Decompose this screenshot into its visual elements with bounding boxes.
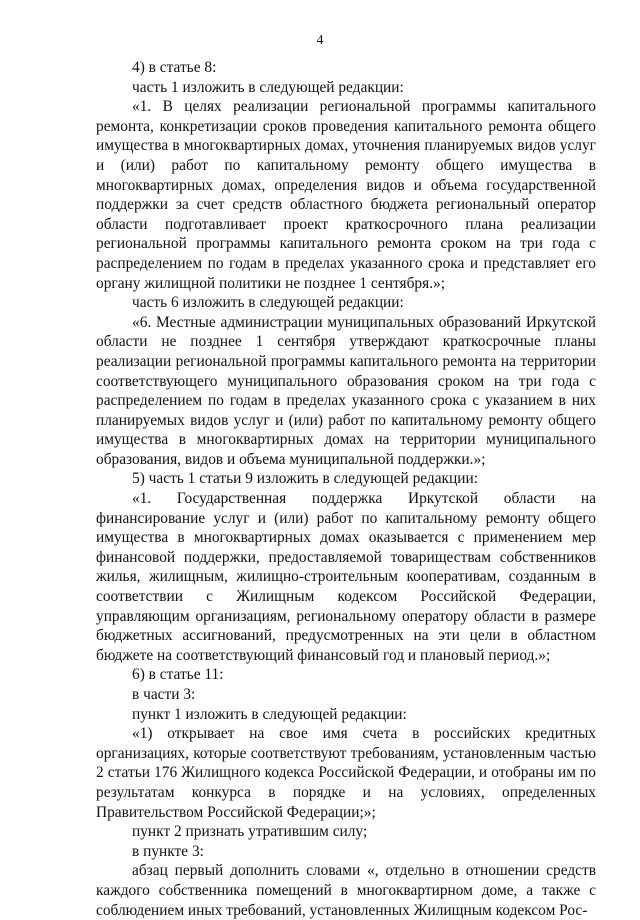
- paragraph-part-6-text: «6. Местные администрации муниципальных образований Иркутской области не позднее 1 сентября утверждают краткосрочные планы реализации региональной программы капитального ремонта на территории соответствующего муниципального образования сроком на три года с распределением по годам в пределах указанного срока с указанием в них планируемых видов услуг и (или) работ по капитальному ремонту общего имущества в многоквартирных домах на территории муниципального образования, видов и объема муниципальной поддержки.»;: [96, 313, 596, 468]
- paragraph-part-1-intro: часть 1 изложить в следующей редакции:: [132, 78, 404, 96]
- paragraph-item-1-intro: пункт 1 изложить в следующей редакции:: [132, 705, 407, 723]
- paragraph-part-6-intro: часть 6 изложить в следующей редакции:: [132, 294, 404, 312]
- document-body: [96, 58, 596, 920]
- paragraph-article-8: 4) в статье 8:: [132, 59, 217, 76]
- paragraph-article-9: 5) часть 1 статьи 9 изложить в следующей редакции:: [132, 470, 479, 488]
- paragraph-item-2: пункт 2 признать утратившим силу;: [132, 823, 368, 841]
- paragraph-article-11: 6) в статье 11:: [132, 666, 224, 684]
- page-number: 4: [316, 33, 324, 48]
- paragraph-item-3: в пункте 3:: [132, 842, 204, 860]
- paragraph-item-3-text: абзац первый дополнить словами «, отдельно в отношении средств каждого собственника помещений в многоквартирном доме, а также с соблюдением иных требований, установленных Жилищным кодексом Рос-: [96, 862, 596, 919]
- paragraph-article-9-text: «1. Государственная поддержка Иркутской области на финансирование услуг и (или) работ по капитальному ремонту общего имущества в многоквартирных домах оказывается с применением мер финансовой поддержки, предоставляемой товариществам собственников жилья, жилищным, жилищно-строительным кооперативам, созданным в соответствии с Жилищным кодексом Российской Федерации, управляющим организациям, региональному оператору области в размере бюджетных ассигнований, предусмотренных на эти цели в областном бюджете на соответствующий финансовый год и плановый период.»;: [96, 490, 596, 664]
- paragraph-item-1-text: «1) открывает на свое имя счета в российских кредитных организациях, которые соответствуют требованиям, установленным частью 2 статьи 176 Жилищного кодекса Российской Федерации, и отобраны им по результатам конкурса в порядке и на условиях, определенных Правительством Российской Федерации;»;: [96, 725, 596, 821]
- paragraph-part-1-text: «1. В целях реализации региональной программы капитального ремонта, конкретизации сроков проведения капитального ремонта общего имущества в многоквартирных домах, уточнения планируемых видов услуг и (или) работ по капитальному ремонту общего имущества в многоквартирных домах, определения видов и объема государственной поддержки за счет средств областного бюджета региональный оператор области подготавливает проект краткосрочного плана реализации региональной программы капитального ремонта сроком на три года с распределением по годам в пределах указанного срока и представляет его органу жилищной политики не позднее 1 сентября.»;: [96, 98, 596, 292]
- paragraph-part-3: в части 3:: [132, 686, 196, 703]
